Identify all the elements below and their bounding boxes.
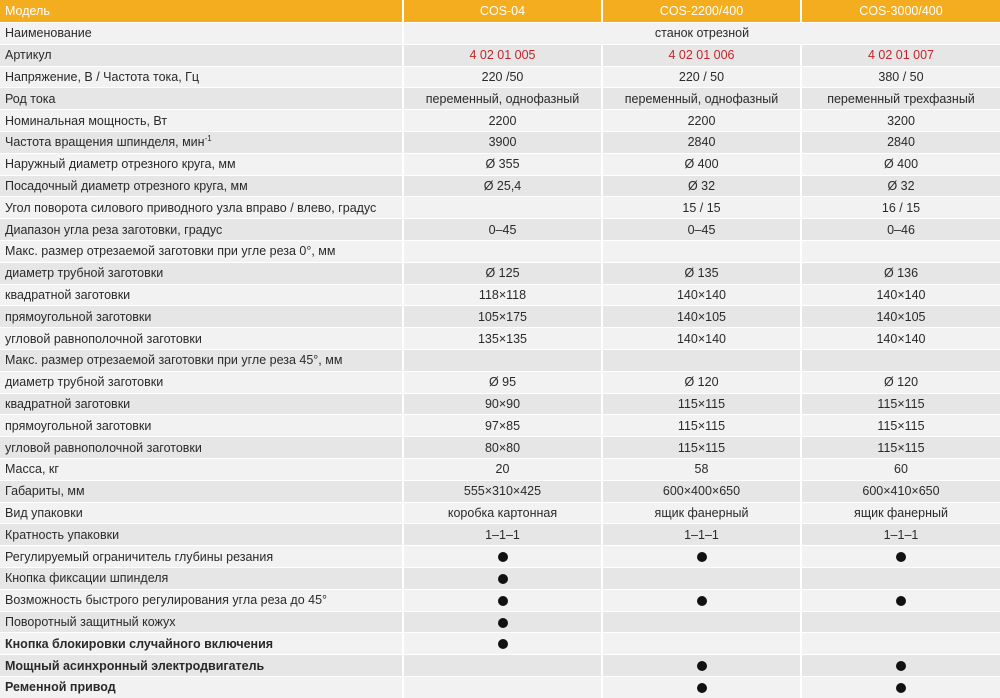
row-value: 0–45 xyxy=(601,218,800,240)
table-row xyxy=(0,676,1000,698)
row-value: 140×140 xyxy=(601,327,800,349)
feature-present-dot-icon xyxy=(697,552,707,562)
row-value: 140×105 xyxy=(800,305,1000,327)
row-label xyxy=(0,87,402,109)
row-value: 600×400×650 xyxy=(601,480,800,502)
table-row xyxy=(0,109,1000,131)
row-label xyxy=(0,218,402,240)
table-row xyxy=(0,218,1000,240)
row-value: 0–45 xyxy=(402,218,601,240)
table-row xyxy=(0,44,1000,66)
row-feature-cell xyxy=(601,632,800,654)
row-value: 115×115 xyxy=(601,393,800,415)
row-label-text: Габариты, мм xyxy=(5,484,85,499)
row-label xyxy=(0,153,402,175)
row-label xyxy=(0,327,402,349)
row-value: 118×118 xyxy=(402,284,601,306)
row-value xyxy=(800,349,1000,371)
row-label xyxy=(0,523,402,545)
row-value: Ø 400 xyxy=(800,153,1000,175)
row-feature-cell xyxy=(800,676,1000,698)
row-value xyxy=(601,240,800,262)
row-value: 600×410×650 xyxy=(800,480,1000,502)
table-row xyxy=(0,480,1000,502)
spec-body xyxy=(0,22,1000,698)
row-feature-cell xyxy=(402,567,601,589)
row-value: 1–1–1 xyxy=(402,523,601,545)
feature-present-dot-icon xyxy=(697,661,707,671)
row-label xyxy=(0,567,402,589)
row-value: ящик фанерный xyxy=(601,502,800,524)
row-value-merged: станок отрезной xyxy=(402,22,1000,44)
row-label-text: Артикул xyxy=(5,48,52,63)
row-value: 555×310×425 xyxy=(402,480,601,502)
table-row xyxy=(0,327,1000,349)
row-value: переменный трехфазный xyxy=(800,87,1000,109)
row-feature-cell xyxy=(402,589,601,611)
row-value: 140×140 xyxy=(601,284,800,306)
row-label xyxy=(0,349,402,371)
row-label-text: Кнопка фиксации шпинделя xyxy=(5,571,169,586)
table-row xyxy=(0,371,1000,393)
feature-present-dot-icon xyxy=(896,596,906,606)
row-feature-cell xyxy=(402,611,601,633)
table-row xyxy=(0,196,1000,218)
row-label xyxy=(0,305,402,327)
row-value: 115×115 xyxy=(800,393,1000,415)
row-value: коробка картонная xyxy=(402,502,601,524)
table-row xyxy=(0,545,1000,567)
row-label-text: Наружный диаметр отрезного круга, мм xyxy=(5,157,236,172)
row-label-text: Макс. размер отрезаемой заготовки при угле реза 45°, мм xyxy=(5,353,343,368)
row-label xyxy=(0,66,402,88)
row-label xyxy=(0,436,402,458)
table-row xyxy=(0,87,1000,109)
row-value: 80×80 xyxy=(402,436,601,458)
row-value: 115×115 xyxy=(601,414,800,436)
row-label-text: Мощный асинхронный электродвигатель xyxy=(5,658,265,673)
row-value: 140×105 xyxy=(601,305,800,327)
row-value: 3900 xyxy=(402,131,601,153)
row-label-text: Ременной привод xyxy=(5,680,116,695)
row-label-text: квадратной заготовки xyxy=(5,287,131,302)
row-label xyxy=(0,458,402,480)
row-value: Ø 135 xyxy=(601,262,800,284)
row-label xyxy=(0,22,402,44)
feature-present-dot-icon xyxy=(896,552,906,562)
model-cos-2200-400: COS-2200/400 xyxy=(601,0,800,22)
row-label xyxy=(0,131,402,153)
model-cos-04: COS-04 xyxy=(402,0,601,22)
row-value: 135×135 xyxy=(402,327,601,349)
table-row xyxy=(0,305,1000,327)
row-value: 60 xyxy=(800,458,1000,480)
row-label xyxy=(0,589,402,611)
row-value xyxy=(402,240,601,262)
feature-present-dot-icon xyxy=(498,596,508,606)
table-row xyxy=(0,611,1000,633)
row-feature-cell xyxy=(402,676,601,698)
table-row xyxy=(0,131,1000,153)
table-row xyxy=(0,240,1000,262)
unit-superscript: -1 xyxy=(204,134,212,144)
row-label-text: прямоугольной заготовки xyxy=(5,418,152,433)
row-label xyxy=(0,480,402,502)
row-feature-cell xyxy=(800,545,1000,567)
row-label-text: Поворотный защитный кожух xyxy=(5,614,176,629)
feature-present-dot-icon xyxy=(896,661,906,671)
row-value: Ø 120 xyxy=(601,371,800,393)
row-value: ящик фанерный xyxy=(800,502,1000,524)
table-row xyxy=(0,66,1000,88)
row-label-text: угловой равнополочной заготовки xyxy=(5,440,202,455)
row-value: Ø 125 xyxy=(402,262,601,284)
row-feature-cell xyxy=(402,545,601,567)
table-row xyxy=(0,632,1000,654)
row-label xyxy=(0,502,402,524)
row-value: 140×140 xyxy=(800,327,1000,349)
row-value: 20 xyxy=(402,458,601,480)
row-label xyxy=(0,109,402,131)
row-label xyxy=(0,676,402,698)
row-label xyxy=(0,240,402,262)
row-value xyxy=(402,349,601,371)
row-value: 2200 xyxy=(601,109,800,131)
row-label xyxy=(0,393,402,415)
row-feature-cell xyxy=(601,611,800,633)
row-label-text: Наименование xyxy=(5,26,92,41)
row-value: 1–1–1 xyxy=(601,523,800,545)
row-value: 3200 xyxy=(800,109,1000,131)
row-label-text: квадратной заготовки xyxy=(5,396,131,411)
table-row xyxy=(0,284,1000,306)
row-value: переменный, однофазный xyxy=(601,87,800,109)
model-cos-3000-400: COS-3000/400 xyxy=(800,0,1000,22)
table-row xyxy=(0,22,1000,44)
table-row xyxy=(0,349,1000,371)
row-value: Ø 95 xyxy=(402,371,601,393)
row-value: 115×115 xyxy=(800,436,1000,458)
row-feature-cell xyxy=(601,676,800,698)
row-value: 220 / 50 xyxy=(601,66,800,88)
table-row xyxy=(0,414,1000,436)
row-value: 4 02 01 007 xyxy=(800,44,1000,66)
table-row xyxy=(0,523,1000,545)
row-label-text: угловой равнополочной заготовки xyxy=(5,331,202,346)
row-feature-cell xyxy=(800,567,1000,589)
feature-present-dot-icon xyxy=(498,552,508,562)
row-value: 115×115 xyxy=(601,436,800,458)
table-row xyxy=(0,153,1000,175)
row-label xyxy=(0,371,402,393)
row-value: 220 /50 xyxy=(402,66,601,88)
row-value: 380 / 50 xyxy=(800,66,1000,88)
row-feature-cell xyxy=(601,589,800,611)
row-label-text: Макс. размер отрезаемой заготовки при угле реза 0°, мм xyxy=(5,244,336,259)
row-feature-cell xyxy=(402,632,601,654)
row-feature-cell xyxy=(800,632,1000,654)
row-label-text: Номинальная мощность, Вт xyxy=(5,113,168,128)
feature-present-dot-icon xyxy=(896,683,906,693)
row-value: 0–46 xyxy=(800,218,1000,240)
row-label-text: Вид упаковки xyxy=(5,505,83,520)
row-value: 2840 xyxy=(601,131,800,153)
row-label xyxy=(0,196,402,218)
row-value: 97×85 xyxy=(402,414,601,436)
row-label-text: Регулируемый ограничитель глубины резания xyxy=(5,549,274,564)
row-value xyxy=(601,349,800,371)
row-label-text: Угол поворота силового приводного узла вправо / влево, градус xyxy=(5,200,377,215)
table-row xyxy=(0,589,1000,611)
row-label-text: Посадочный диаметр отрезного круга, мм xyxy=(5,178,248,193)
table-row xyxy=(0,393,1000,415)
row-value: 140×140 xyxy=(800,284,1000,306)
row-label-text: Напряжение, В / Частота тока, Гц xyxy=(5,69,200,84)
row-value: Ø 136 xyxy=(800,262,1000,284)
row-value: Ø 120 xyxy=(800,371,1000,393)
row-label xyxy=(0,175,402,197)
row-feature-cell xyxy=(800,611,1000,633)
row-feature-cell xyxy=(800,589,1000,611)
row-value: 90×90 xyxy=(402,393,601,415)
header-label: Модель xyxy=(0,0,402,22)
row-value: 2200 xyxy=(402,109,601,131)
table-row xyxy=(0,567,1000,589)
row-value: 16 / 15 xyxy=(800,196,1000,218)
row-value: 4 02 01 005 xyxy=(402,44,601,66)
table-row xyxy=(0,262,1000,284)
row-label-text: Частота вращения шпинделя, мин xyxy=(5,135,205,150)
row-label-text: Род тока xyxy=(5,91,56,106)
row-label-text: Кратность упаковки xyxy=(5,527,120,542)
row-value: Ø 355 xyxy=(402,153,601,175)
table-row xyxy=(0,436,1000,458)
feature-present-dot-icon xyxy=(498,618,508,628)
row-value: 4 02 01 006 xyxy=(601,44,800,66)
row-value: Ø 32 xyxy=(601,175,800,197)
row-value: переменный, однофазный xyxy=(402,87,601,109)
table-row xyxy=(0,458,1000,480)
row-label xyxy=(0,284,402,306)
row-value: 115×115 xyxy=(800,414,1000,436)
row-label-text: диаметр трубной заготовки xyxy=(5,266,164,281)
row-feature-cell xyxy=(601,567,800,589)
row-label xyxy=(0,44,402,66)
feature-present-dot-icon xyxy=(697,596,707,606)
row-label xyxy=(0,262,402,284)
row-value: 2840 xyxy=(800,131,1000,153)
row-value: 15 / 15 xyxy=(601,196,800,218)
row-label-text: Возможность быстрого регулирования угла реза до 45° xyxy=(5,593,328,608)
table-row xyxy=(0,502,1000,524)
row-label-text: прямоугольной заготовки xyxy=(5,309,152,324)
row-label xyxy=(0,545,402,567)
row-value: Ø 32 xyxy=(800,175,1000,197)
row-label-text: диаметр трубной заготовки xyxy=(5,375,164,390)
row-value: 105×175 xyxy=(402,305,601,327)
row-label xyxy=(0,632,402,654)
row-label xyxy=(0,611,402,633)
feature-present-dot-icon xyxy=(498,639,508,649)
header-row xyxy=(0,0,1000,22)
feature-present-dot-icon xyxy=(697,683,707,693)
feature-present-dot-icon xyxy=(498,574,508,584)
row-value: 58 xyxy=(601,458,800,480)
row-label xyxy=(0,414,402,436)
row-value xyxy=(800,240,1000,262)
row-label-text: Масса, кг xyxy=(5,462,59,477)
row-value: 1–1–1 xyxy=(800,523,1000,545)
row-value: Ø 400 xyxy=(601,153,800,175)
table-row xyxy=(0,175,1000,197)
row-label-text: Кнопка блокировки случайного включения xyxy=(5,636,274,651)
row-feature-cell xyxy=(601,545,800,567)
row-label-text: Диапазон угла реза заготовки, градус xyxy=(5,222,223,237)
row-value: Ø 25,4 xyxy=(402,175,601,197)
row-value xyxy=(402,196,601,218)
